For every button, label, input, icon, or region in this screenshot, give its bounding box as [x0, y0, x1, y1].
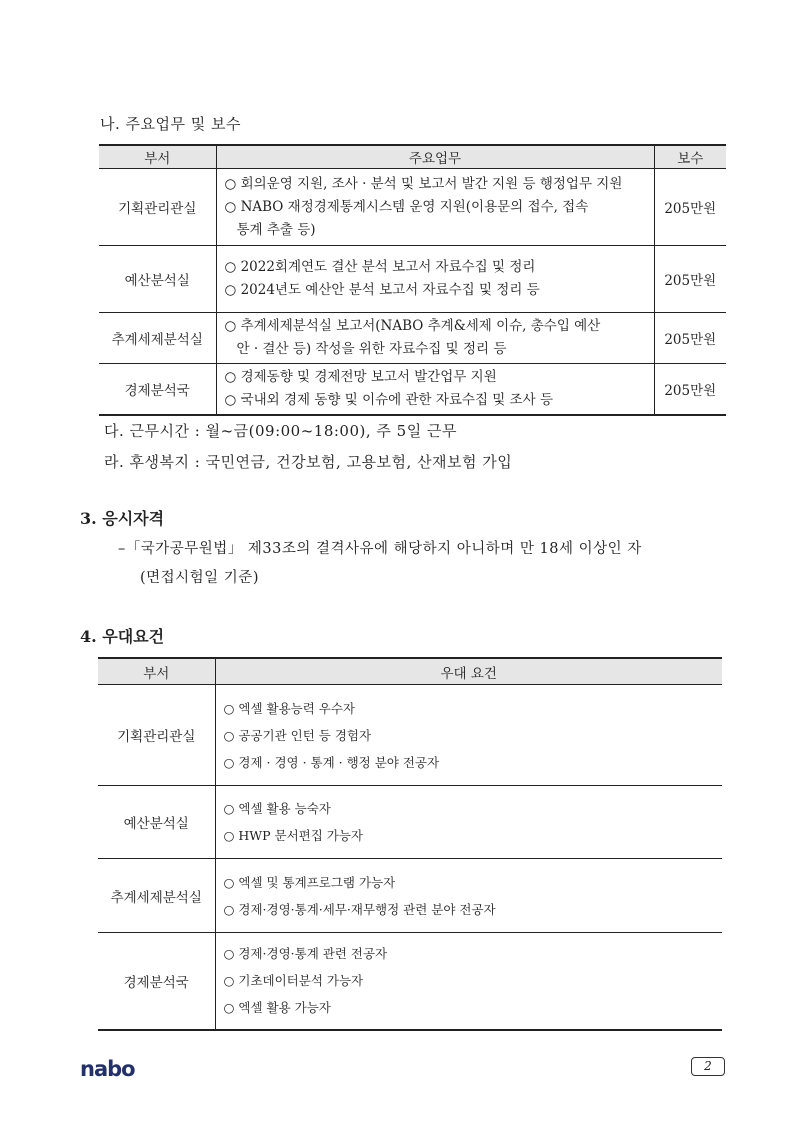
pay-cell: 205만원: [654, 246, 726, 313]
pay-cell: 205만원: [654, 364, 726, 416]
duties-header-duties: 주요업무: [216, 145, 654, 169]
duty-line: 안 · 결산 등) 작성을 위한 자료수집 및 정리 등: [236, 341, 507, 357]
requirements-cell: [215, 933, 722, 1030]
pay-cell: 205만원: [654, 169, 726, 246]
list-item: ○ HWP 문서편집 가능자: [223, 828, 364, 843]
list-item: ○ 경제 · 경영 · 통계 · 행정 분야 전공자: [223, 754, 440, 770]
list-item: ○ 엑셀 및 통계프로그램 가능자: [223, 874, 396, 890]
duties-cell: [216, 313, 654, 364]
duties-header-dept: 부서: [99, 145, 216, 169]
section3-qualification-note: (면접시험일 기준): [140, 570, 259, 586]
table-row: [98, 859, 722, 933]
requirements-cell: [215, 685, 722, 786]
table-row: [98, 933, 722, 1030]
dept-cell: 기획관리관실: [98, 685, 215, 786]
dept-cell: 기획관리관실: [99, 169, 216, 246]
list-item: ○ 경제·경영·통계 관련 전공자: [223, 946, 388, 962]
duty-line: ○ 2022회계연도 결산 분석 보고서 자료수집 및 정리: [224, 259, 536, 275]
requirements-cell: [215, 786, 722, 859]
dept-cell: 추계세제분석실: [98, 859, 215, 933]
duties-header-pay: 보수: [654, 145, 726, 169]
duty-line: ○ 경제동향 및 경제전망 보고서 발간업무 지원: [224, 369, 497, 385]
nabo-logo: nabo: [80, 1057, 135, 1081]
preference-table: [98, 657, 722, 1031]
duties-cell: [216, 364, 654, 416]
welfare-text: 라. 후생복지 : 국민연금, 건강보험, 고용보험, 산재보험 가입: [104, 453, 513, 471]
pref-header-dept: 부서: [98, 658, 215, 685]
pref-header-requirements: 우대 요건: [215, 658, 722, 685]
section3-qualification-line: –「국가공무원법」 제33조의 결격사유에 해당하지 아니하며 만 18세 이상인 자: [118, 541, 642, 557]
duty-line: ○ 2024년도 예산안 분석 보고서 자료수집 및 정리 등: [224, 282, 540, 298]
list-item: ○ 엑셀 활용 능숙자: [223, 801, 331, 816]
table-row: [99, 169, 726, 246]
table-row: [99, 313, 726, 364]
pay-cell: 205만원: [654, 313, 726, 364]
dept-cell: 예산분석실: [99, 246, 216, 313]
dept-cell: 예산분석실: [98, 786, 215, 859]
page-number: 2: [691, 1057, 725, 1076]
duties-cell: [216, 246, 654, 313]
table-row: [98, 685, 722, 786]
dept-cell: 경제분석국: [99, 364, 216, 416]
dept-cell: 추계세제분석실: [99, 313, 216, 364]
list-item: ○ 엑셀 활용능력 우수자: [223, 700, 356, 716]
list-item: ○ 엑셀 활용 가능자: [223, 1000, 331, 1016]
table-row: [98, 786, 722, 859]
requirements-cell: [215, 859, 722, 933]
work-hours-text: 다. 근무시간 : 월~금(09:00~18:00), 주 5일 근무: [104, 422, 457, 440]
section-na-title: 나. 주요업무 및 보수: [100, 115, 241, 133]
duties-cell: [216, 169, 654, 246]
list-item: ○ 공공기관 인턴 등 경험자: [223, 727, 372, 743]
duty-line: ○ 회의운영 지원, 조사 · 분석 및 보고서 발간 지원 등 행정업무 지원: [224, 175, 623, 192]
list-item: ○ 기초데이터분석 가능자: [223, 973, 364, 989]
table-row: [99, 364, 726, 416]
section4-title: 4. 우대요건: [80, 627, 165, 646]
table-row: [99, 246, 726, 313]
dept-cell: 경제분석국: [98, 933, 215, 1030]
section3-title: 3. 응시자격: [80, 509, 165, 528]
duty-line: 통계 추출 등): [236, 221, 316, 238]
duties-table: [99, 144, 726, 416]
duty-line: ○ NABO 재정경제통계시스템 운영 지원(이용문의 접수, 접속: [224, 198, 589, 215]
duty-line: ○ 국내외 경제 동향 및 이슈에 관한 자료수집 및 조사 등: [224, 392, 554, 408]
list-item: ○ 경제·경영·통계·세무·재무행정 관련 분야 전공자: [223, 901, 496, 917]
duty-line: ○ 추계세제분석실 보고서(NABO 추계&세제 이슈, 총수입 예산: [224, 318, 601, 334]
